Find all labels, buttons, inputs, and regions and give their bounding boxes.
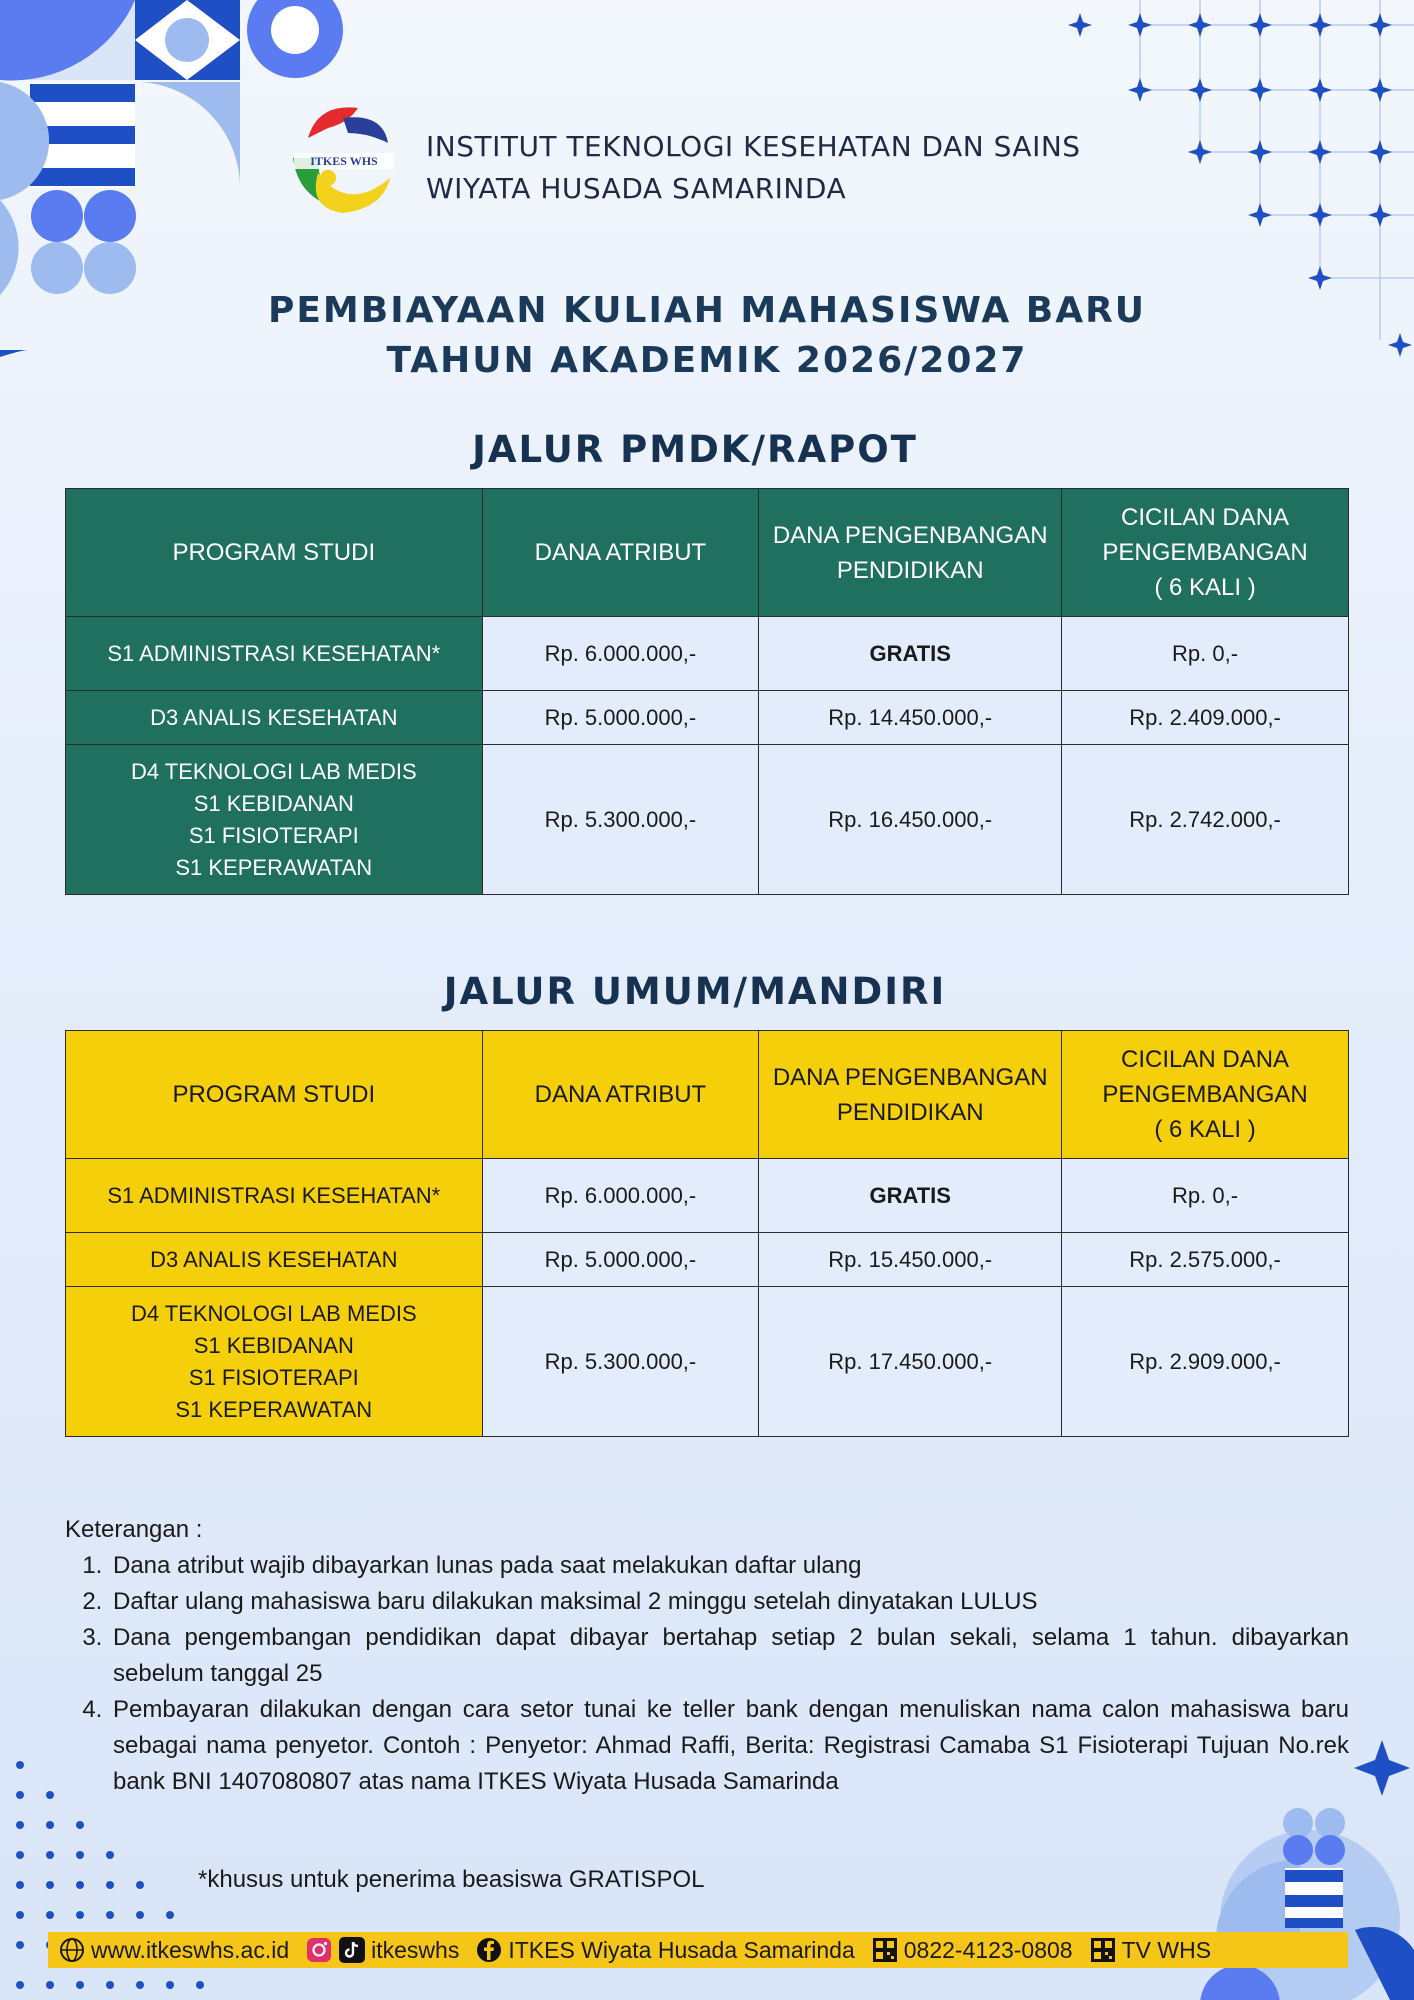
qr-code-icon: [1089, 1936, 1117, 1964]
col-header-pengembangan: DANA PENGENBANGAN PENDIDIKAN: [759, 1031, 1062, 1159]
social-text: itkeswhs: [371, 1936, 460, 1963]
page-title: [0, 286, 1414, 386]
pmdk-fee-table: [65, 488, 1349, 895]
col-header-cicilan: CICILAN DANA PENGEMBANGAN ( 6 KALI ): [1062, 1031, 1349, 1159]
note-item: 2. Daftar ulang mahasiswa baru dilakukan maksimal 2 minggu setelah dinyatakan LULUS: [109, 1584, 1349, 1620]
globe-icon: [58, 1936, 86, 1964]
note-item: 3. Dana pengembangan pendidikan dapat dibayar bertahap setiap 2 bulan sekali, selama 1 tahun. dibayarkan sebelum tanggal 25: [109, 1620, 1349, 1692]
program-cell: D4 TEKNOLOGI LAB MEDIS S1 KEBIDANAN S1 FISIOTERAPI S1 KEPERAWATAN: [66, 745, 483, 895]
program-cell: D4 TEKNOLOGI LAB MEDIS S1 KEBIDANAN S1 FISIOTERAPI S1 KEPERAWATAN: [66, 1287, 483, 1437]
notes-list: [109, 1548, 1349, 1800]
phone-link[interactable]: [871, 1936, 1073, 1964]
table-row: [66, 1159, 1349, 1233]
table-row: [66, 617, 1349, 691]
website-link[interactable]: [58, 1936, 289, 1964]
itkes-logo: [288, 98, 400, 218]
table-row: [66, 691, 1349, 745]
social-link[interactable]: [305, 1936, 459, 1964]
atribut-cell: Rp. 6.000.000,-: [482, 1159, 759, 1233]
note-item: 4. Pembayaran dilakukan dengan cara setor tunai ke teller bank dengan menuliskan nama calon mahasiswa baru sebagai nama penyetor. Contoh : Penyetor: Ahmad Raffi, Berita: Registrasi Camaba S1 Fisioterapi Tujuan No.rek bank BNI 1407080807 atas nama ITKES Wiyata Husada Samarinda: [109, 1692, 1349, 1800]
table-row: [66, 1287, 1349, 1437]
pengembangan-cell: GRATIS: [759, 617, 1062, 691]
pengembangan-cell: GRATIS: [759, 1159, 1062, 1233]
col-header-atribut: DANA ATRIBUT: [482, 489, 759, 617]
cicilan-cell: Rp. 2.742.000,-: [1062, 745, 1349, 895]
pengembangan-cell: Rp. 16.450.000,-: [759, 745, 1062, 895]
atribut-cell: Rp. 5.300.000,-: [482, 1287, 759, 1437]
cicilan-cell: Rp. 0,-: [1062, 617, 1349, 691]
title-line-2: TAHUN AKADEMIK 2026/2027: [386, 340, 1028, 381]
youtube-link[interactable]: [1089, 1936, 1211, 1964]
instagram-icon: [305, 1936, 333, 1964]
logo-text: ITKES WHS: [310, 154, 378, 168]
phone-text: 0822-4123-0808: [903, 1936, 1073, 1963]
pengembangan-cell: Rp. 14.450.000,-: [759, 691, 1062, 745]
facebook-icon: [475, 1936, 503, 1964]
atribut-cell: Rp. 5.000.000,-: [482, 1233, 759, 1287]
table-header-row: [66, 489, 1349, 617]
notes-heading: Keterangan :: [65, 1516, 203, 1543]
institution-name: [426, 126, 1081, 210]
notes-section: [65, 1512, 1349, 1800]
youtube-text: TV WHS: [1121, 1936, 1212, 1963]
program-cell: S1 ADMINISTRASI KESEHATAN*: [66, 617, 483, 691]
pengembangan-cell: Rp. 15.450.000,-: [759, 1233, 1062, 1287]
tiktok-icon: [338, 1936, 366, 1964]
umum-section-title: JALUR UMUM/MANDIRI: [443, 970, 947, 1013]
cicilan-cell: Rp. 2.409.000,-: [1062, 691, 1349, 745]
website-text: www.itkeswhs.ac.id: [91, 1936, 290, 1963]
program-cell: D3 ANALIS KESEHATAN: [66, 1233, 483, 1287]
footer-contact-bar: [48, 1932, 1348, 1968]
facebook-text: ITKES Wiyata Husada Samarinda: [508, 1936, 855, 1963]
col-header-program: PROGRAM STUDI: [66, 489, 483, 617]
table-row: [66, 1233, 1349, 1287]
atribut-cell: Rp. 5.300.000,-: [482, 745, 759, 895]
col-header-cicilan: CICILAN DANA PENGEMBANGAN ( 6 KALI ): [1062, 489, 1349, 617]
col-header-program: PROGRAM STUDI: [66, 1031, 483, 1159]
cicilan-cell: Rp. 2.909.000,-: [1062, 1287, 1349, 1437]
atribut-cell: Rp. 5.000.000,-: [482, 691, 759, 745]
program-cell: S1 ADMINISTRASI KESEHATAN*: [66, 1159, 483, 1233]
col-header-pengembangan: DANA PENGENBANGAN PENDIDIKAN: [759, 489, 1062, 617]
header: [288, 98, 1148, 218]
pmdk-section-title: JALUR PMDK/RAPOT: [472, 428, 918, 471]
qr-code-icon: [871, 1936, 899, 1964]
umum-fee-table: [65, 1030, 1349, 1437]
note-item: 1. Dana atribut wajib dibayarkan lunas pada saat melakukan daftar ulang: [109, 1548, 1349, 1584]
institution-line-1: INSTITUT TEKNOLOGI KESEHATAN DAN SAINS: [426, 130, 1081, 163]
cicilan-cell: Rp. 0,-: [1062, 1159, 1349, 1233]
atribut-cell: Rp. 6.000.000,-: [482, 617, 759, 691]
facebook-link[interactable]: [475, 1936, 854, 1964]
pengembangan-cell: Rp. 17.450.000,-: [759, 1287, 1062, 1437]
table-row: [66, 745, 1349, 895]
footnote: *khusus untuk penerima beasiswa GRATISPOL: [198, 1866, 705, 1893]
title-line-1: PEMBIAYAAN KULIAH MAHASISWA BARU: [267, 290, 1147, 331]
program-cell: D3 ANALIS KESEHATAN: [66, 691, 483, 745]
col-header-atribut: DANA ATRIBUT: [482, 1031, 759, 1159]
table-header-row: [66, 1031, 1349, 1159]
institution-line-2: WIYATA HUSADA SAMARINDA: [426, 172, 847, 205]
cicilan-cell: Rp. 2.575.000,-: [1062, 1233, 1349, 1287]
